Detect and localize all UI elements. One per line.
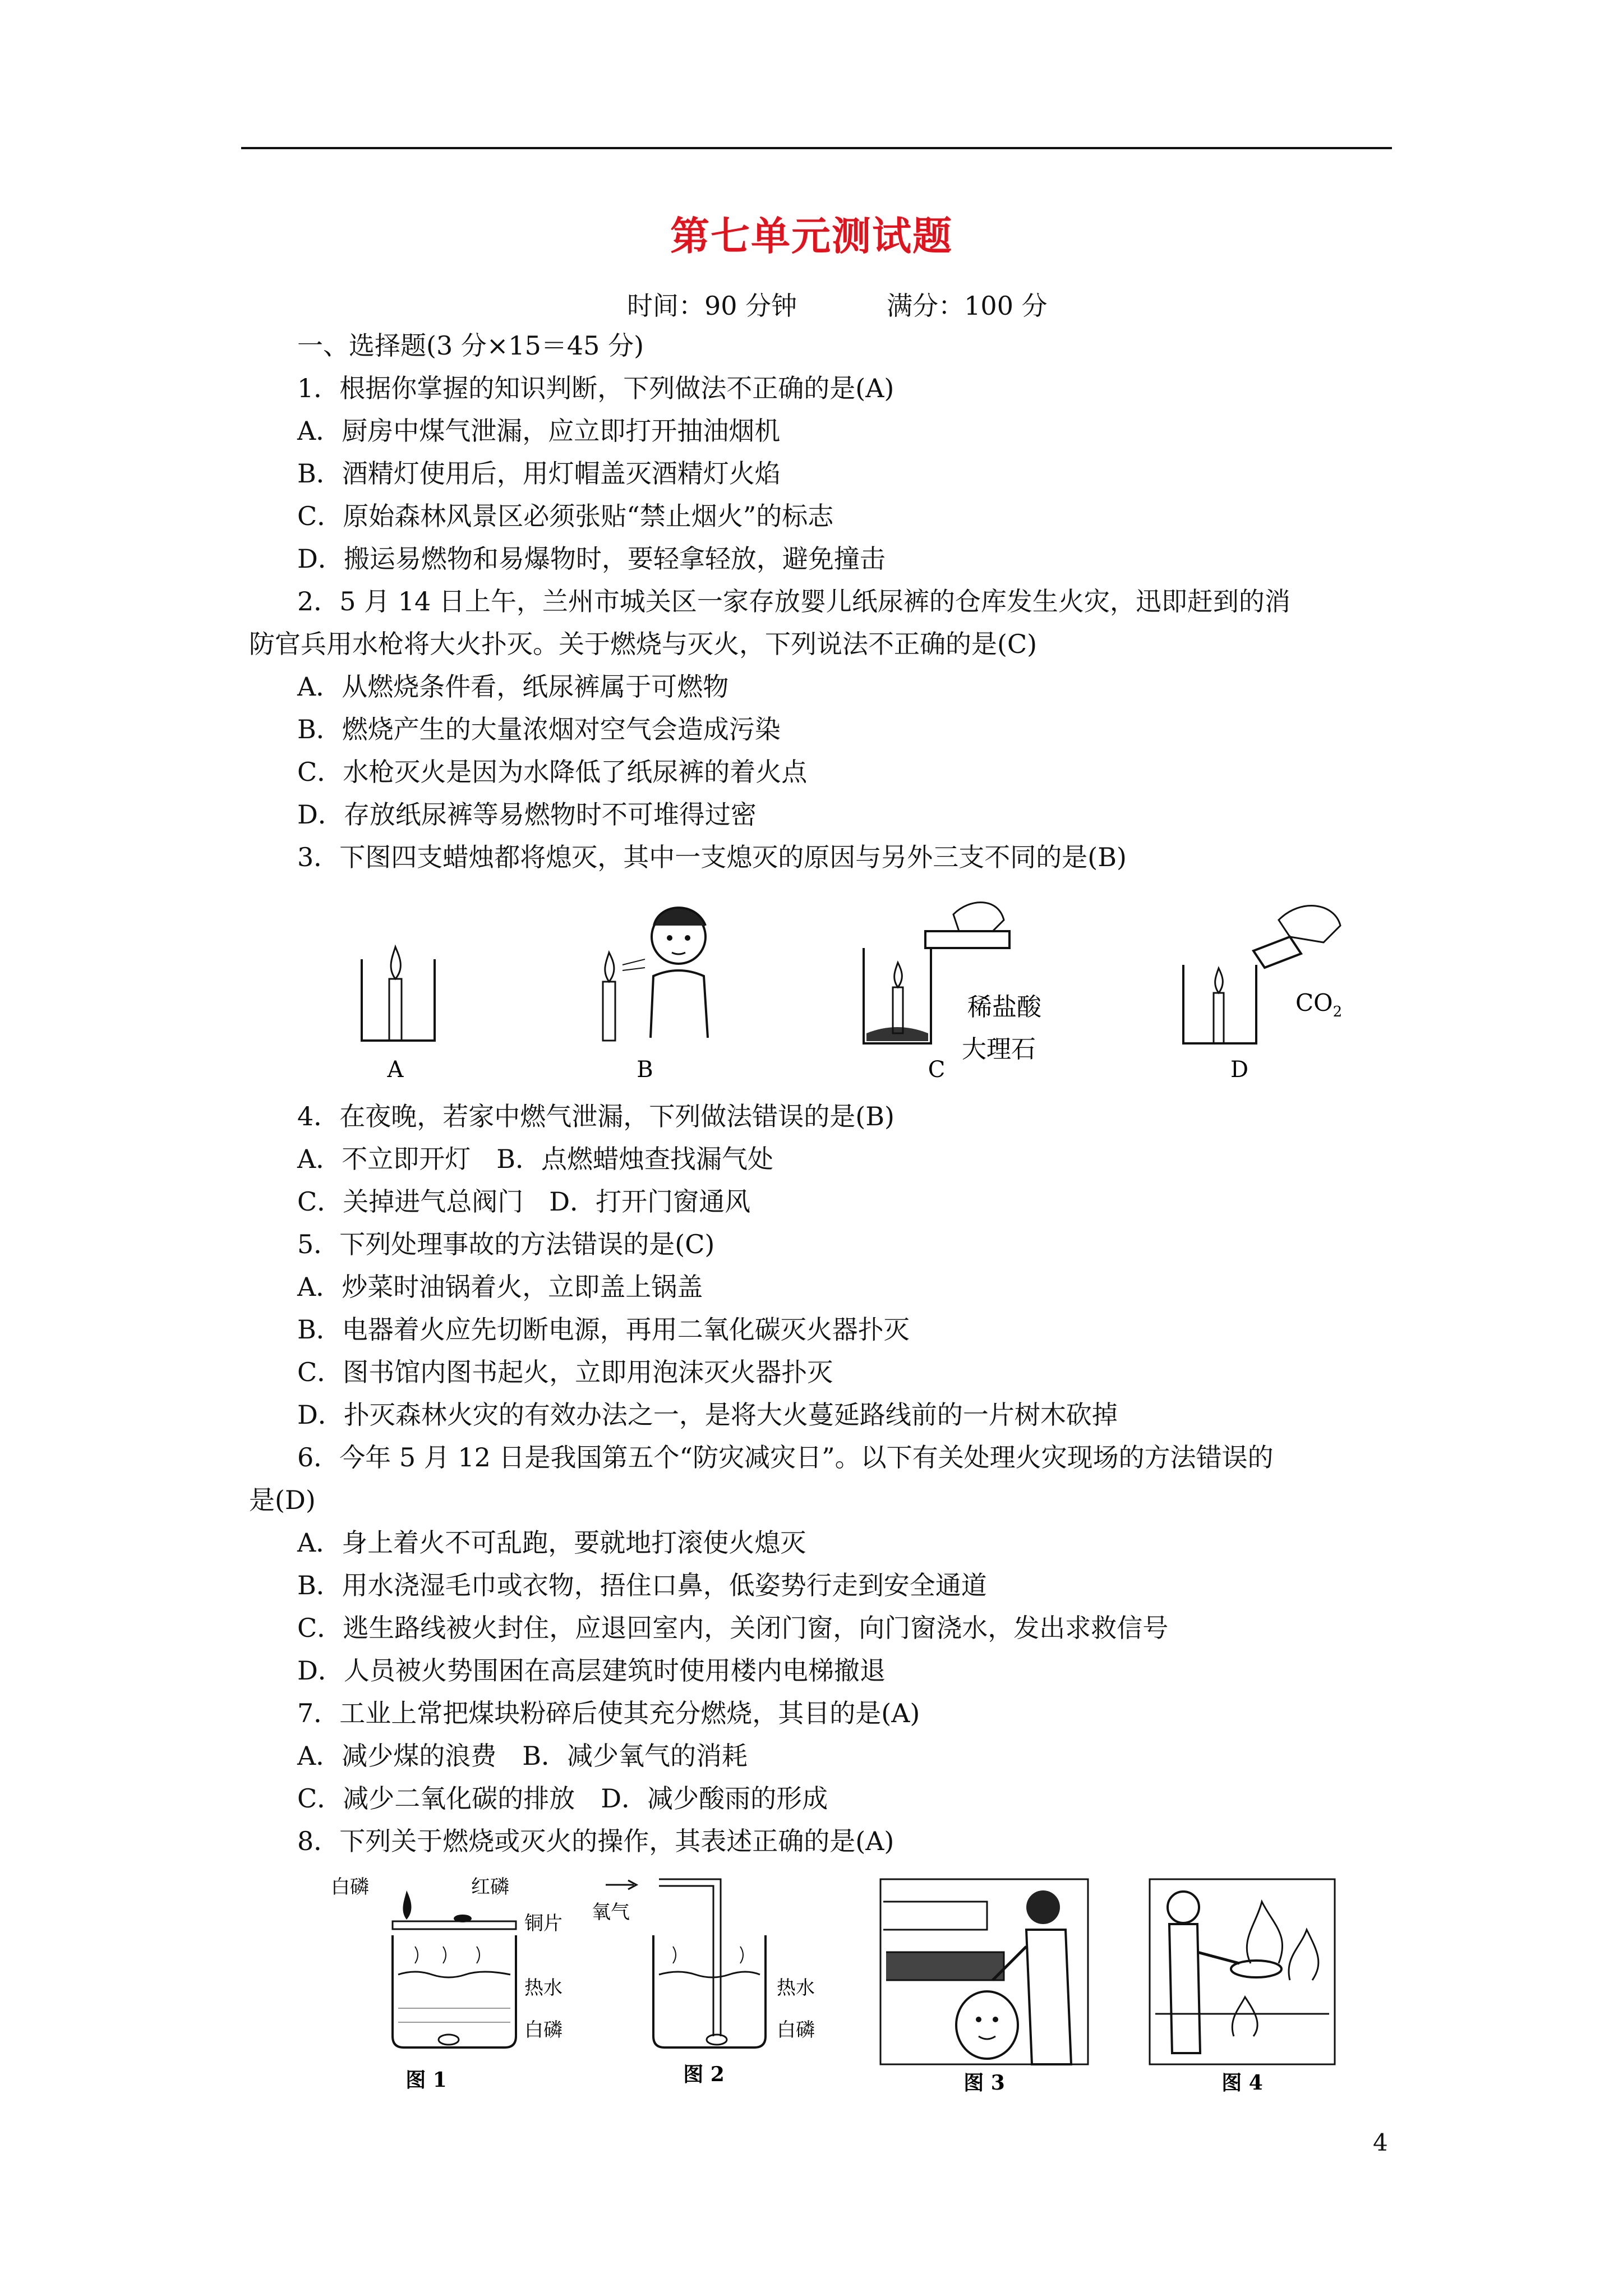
question-1-option-c: C．原始森林风景区必须张贴“禁止烟火”的标志 (297, 501, 834, 531)
figure-4-fire-scene (1150, 1879, 1335, 2092)
flame-icon (1247, 1902, 1282, 1963)
question-5-option-c: C．图书馆内图书起火，立即用泡沫灭火器扑灭 (297, 1357, 833, 1387)
question-6-option-b: B．用水浇湿毛巾或衣物，捂住口鼻，低姿势行走到安全通道 (297, 1570, 987, 1600)
question-6-stem-line-2: 是(D) (249, 1485, 316, 1515)
co2-label (1295, 989, 1342, 1020)
question-2-stem-line-1: 2．5 月 14 日上午，兰州市城关区一家存放婴儿纸尿裤的仓库发生火灾，迅即赶到的消 (297, 586, 1290, 616)
flame-icon (391, 947, 400, 979)
flame-icon (1215, 968, 1223, 993)
question-4-options-cd: C．关掉进气总阀门 D．打开门窗通风 (297, 1186, 751, 1217)
fig2-hot-water-label: 热水 (777, 1977, 815, 1999)
wok (1231, 1961, 1281, 1977)
reagent-bottle (925, 931, 1009, 948)
fig1-white-phosphorus-label: 白磷 (331, 1876, 369, 1898)
candle-acid-marble-figure (864, 903, 1042, 1083)
question-3-figure (0, 886, 1623, 1094)
figure-2-oxygen-experiment (592, 1879, 815, 2086)
question-6-stem-line-1: 6．今年 5 月 12 日是我国第五个“防灾减灾日”。以下有关处理火灾现场的方法错误的 (297, 1442, 1274, 1473)
question-5-option-b: B．电器着火应先切断电源，再用二氧化碳灭火器扑灭 (297, 1314, 910, 1345)
glass-tube (659, 1879, 721, 2036)
figure-label-a: A (387, 1057, 404, 1083)
figure-label-b: B (637, 1057, 653, 1083)
co2-text: CO (1295, 989, 1333, 1016)
acid-label: 稀盐酸 (967, 993, 1041, 1022)
figure-3-kitchen-gas-scene (880, 1879, 1088, 2092)
question-2-stem-line-2: 防官兵用水枪将大火扑灭。关于燃烧与灭火，下列说法不正确的是(C) (249, 629, 1038, 659)
marble-label: 大理石 (962, 1035, 1036, 1064)
question-2-option-b: B．燃烧产生的大量浓烟对空气会造成污染 (297, 714, 781, 744)
question-3-stem: 3．下图四支蜡烛都将熄灭，其中一支熄灭的原因与另外三支不同的是(B) (297, 842, 1127, 872)
figure-1-caption: 图 1 (405, 2068, 447, 2092)
question-5-stem: 5．下列处理事故的方法错误的是(C) (297, 1229, 715, 1259)
time-limit: 时间：90 分钟 (627, 291, 797, 321)
fig2-oxygen-label: 氧气 (592, 1901, 630, 1924)
gas-jar (1253, 937, 1301, 968)
question-4-options-ab: A．不立即开灯 B．点燃蜡烛查找漏气处 (297, 1144, 774, 1174)
figure-1-phosphorus-experiment (331, 1876, 562, 2092)
question-6-option-a: A．身上着火不可乱跑，要就地打滚使火熄灭 (297, 1527, 806, 1558)
flame-icon (895, 963, 902, 987)
hand-icon (953, 903, 1004, 931)
flame-icon (403, 1890, 411, 1920)
question-8-stem: 8．下列关于燃烧或灭火的操作，其表述正确的是(A) (297, 1826, 895, 1856)
fig1-red-phosphorus-label: 红磷 (471, 1876, 509, 1898)
question-2-option-a: A．从燃烧条件看，纸尿裤属于可燃物 (297, 671, 729, 702)
figure-3-caption: 图 3 (963, 2071, 1005, 2092)
question-5-option-a: A．炒菜时油锅着火，立即盖上锅盖 (297, 1272, 703, 1302)
question-1-option-a: A．厨房中煤气泄漏，应立即打开抽油烟机 (297, 416, 781, 446)
header-rule (241, 147, 1392, 149)
question-6-option-d: D．人员被火势围困在高层建筑时使用楼内电梯撤退 (297, 1655, 886, 1686)
figure-4-caption: 图 4 (1221, 2071, 1263, 2092)
question-4-stem: 4．在夜晚，若家中燃气泄漏，下列做法错误的是(B) (297, 1101, 895, 1131)
gas-tank (956, 1991, 1018, 2059)
fig1-white-phosphorus-bottom-label: 白磷 (524, 2019, 562, 2041)
copper-plate (393, 1921, 516, 1929)
question-8-figure (0, 1868, 1623, 2092)
question-5-option-d: D．扑灭森林火灾的有效办法之一，是将大火蔓延路线前的一片树木砍掉 (297, 1400, 1118, 1430)
fig1-copper-label: 铜片 (524, 1912, 562, 1935)
question-1-option-b: B．酒精灯使用后，用灯帽盖灭酒精灯火焰 (297, 458, 781, 489)
question-6-option-c: C．逃生路线被火封住，应退回室内，关闭门窗，向门窗浇水，发出求救信号 (297, 1613, 1169, 1643)
figure-label-d: D (1230, 1057, 1249, 1083)
exam-meta (627, 286, 1048, 325)
candle-in-jar-figure (362, 947, 435, 1083)
question-1-stem: 1．根据你掌握的知识判断，下列做法不正确的是(A) (297, 373, 895, 403)
fig2-white-phosphorus-label: 白磷 (777, 2019, 815, 2041)
question-2-option-d: D．存放纸尿裤等易燃物时不可堆得过密 (297, 799, 757, 830)
page-number: 4 (1373, 2129, 1388, 2156)
person-blowing-candle-figure (603, 908, 708, 1083)
flame-icon (1232, 1997, 1257, 2036)
flame-icon (1289, 1930, 1318, 1980)
full-score: 满分：100 分 (887, 291, 1048, 321)
question-7-options-cd: C．减少二氧化碳的排放 D．减少酸雨的形成 (297, 1783, 828, 1814)
section-heading: 一、选择题(3 分×15＝45 分) (297, 330, 644, 361)
figure-2-caption: 图 2 (683, 2063, 725, 2086)
flame-icon (605, 953, 614, 982)
beaker (653, 1935, 766, 2047)
beaker (393, 1935, 516, 2047)
question-2-option-c: C．水枪灭火是因为水降低了纸尿裤的着火点 (297, 757, 808, 787)
question-7-stem: 7．工业上常把煤块粉碎后使其充分燃烧，其目的是(A) (297, 1698, 920, 1728)
question-7-options-ab: A．减少煤的浪费 B．减少氧气的消耗 (297, 1741, 748, 1771)
candle-co2-figure (1183, 906, 1342, 1083)
figure-label-c: C (928, 1057, 946, 1083)
question-1-option-d: D．搬运易燃物和易爆物时，要轻拿轻放，避免撞击 (297, 544, 886, 574)
page-title: 第七单元测试题 (670, 213, 953, 259)
co2-subscript: 2 (1332, 1004, 1343, 1020)
fig1-hot-water-label: 热水 (524, 1977, 562, 1999)
